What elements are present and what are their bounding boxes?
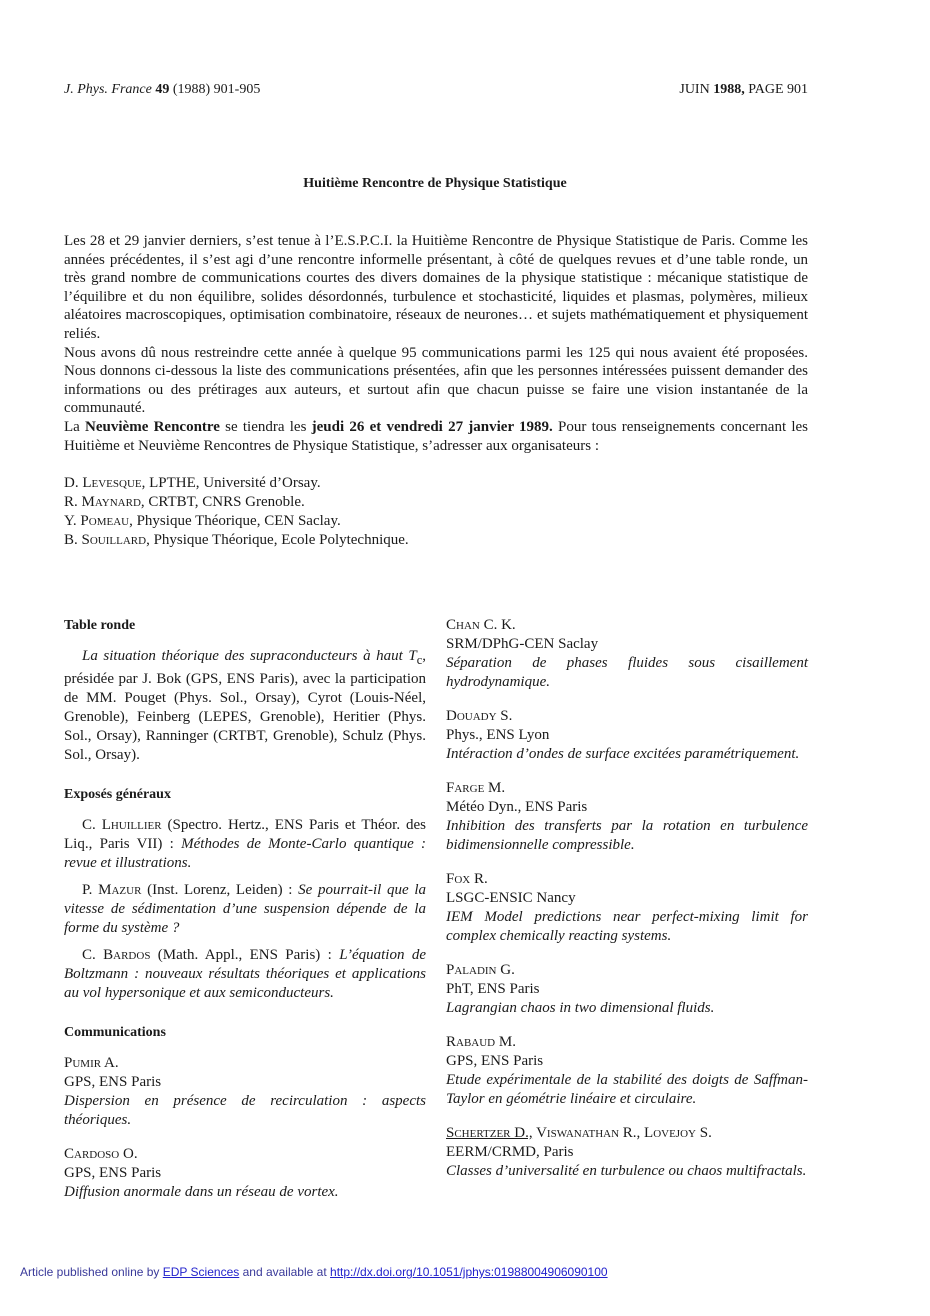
publication-footer [20,1265,608,1279]
communication-entry [446,707,808,764]
running-header [64,82,808,102]
communication-author: Cardoso O. [64,1146,138,1162]
communication-title: Classes d’universalité en turbulence ou chaos multifractals. [446,1163,807,1179]
journal-citation [64,82,260,98]
organizer-initial: B. [64,532,78,548]
header-year: 1988, [713,82,745,97]
p3-text: Pour tous renseignements concernant les Huitième et Neuvième Rencontres de Physique Statistique, s’adresser aux organisateurs : [64,418,809,454]
communication-affil: PhT, ENS Paris [446,981,540,997]
communication-title: Inhibition des transferts par la rotation en turbulence bidimensionnelle compressible. [446,818,808,853]
communication-author [446,1124,808,1143]
expose-item [64,946,426,1003]
communication-title: Lagrangian chaos in two dimensional fluids. [446,1000,715,1016]
expose-item [64,816,426,873]
communication-author: Farge M. [446,780,506,796]
expose-title: Se pourrait-il que la vitesse de sédimentation d’une suspension dépende de la forme du système ? [64,882,427,936]
section-heading-exposes: Exposés généraux [64,787,171,802]
journal-name: J. Phys. France [64,82,152,97]
intro-text [64,232,808,455]
organizer [64,474,409,493]
communication-entry [446,870,808,946]
organizer-initial: Y. [64,513,77,529]
table-ronde-topic: La situation théorique des supraconducteurs à haut T [82,648,417,664]
expose-author: Lhuillier [101,817,162,833]
communication-coauthors: Viswanathan R., Lovejoy S. [532,1125,712,1141]
communication-author: Fox R. [446,871,488,887]
organizer-initial: R. [64,494,78,510]
intro-paragraph-1: Les 28 et 29 janvier derniers, s’est tenue à l’E.S.P.C.I. la Huitième Rencontre de Physique Statistique de Paris. Comme les années précédentes, il s’est agi d’une rencontre informelle présentant, à côté de quelques revues et d’une table ronde, un très grand nombre de communications courtes des divers domaines de la physique statistique : mécanique statistique de l’équilibre et du non équilibre, solides désordonnés, turbulence et stochasticité, liquides et plasmas, polymères, milieux aléatoires macroscopiques, optimisation combinatoire, réseaux de neurones… et sujets mathématiquement et physiquement reliés. [64,233,808,342]
communication-affil: SRM/DPhG-CEN Saclay [446,636,599,652]
organizer-affil: , CRTBT, CNRS Grenoble. [140,494,305,510]
tc-subscript: c [416,653,423,667]
p3-text: La [64,418,80,435]
communication-entry [446,1033,808,1109]
communication-author-underlined: Schertzer D., [446,1125,533,1141]
section-heading-table-ronde: Table ronde [64,618,136,633]
communication-author: Chan C. K. [446,617,516,633]
communication-affil: GPS, ENS Paris [446,1053,544,1069]
communication-entry [446,779,808,855]
expose-title: Méthodes de Monte-Carlo quantique : revue et illustrations. [64,836,426,871]
communication-affil: EERM/CRMD, Paris [446,1144,574,1160]
expose-item [64,881,426,938]
intro-paragraph-2: Nous avons dû nous restreindre cette année à quelque 95 communications parmi les 125 qui nous avaient été proposées. Nous donnons ci-dessous la liste des communications présentées, afin que les personnes intéressées puissent demander des informations ou des prétirages aux auteurs, et surtout afin que chacun puisse se faire une vision instantanée de la communauté. [64,344,808,417]
organizer-initial: D. [64,475,79,491]
communication-author: Paladin G. [446,962,515,978]
organizer-name: Pomeau [80,513,130,529]
table-ronde-text [64,647,426,765]
communication-title: Intéraction d’ondes de surface excitées paramétriquement. [446,746,800,762]
expose-initial: C. [82,947,96,963]
publisher-link[interactable]: EDP Sciences [162,1265,240,1279]
communication-title: Etude expérimentale de la stabilité des doigts de Saffman-Taylor en géométrie linéaire et circulaire. [446,1072,808,1107]
p3-text: se tiendra les [225,418,307,435]
expose-affil: (Inst. Lorenz, Leiden) : [141,882,299,898]
left-column [64,616,426,1217]
communication-entry [64,1054,426,1130]
table-ronde-details: , présidée par J. Bok (GPS, ENS Paris), avec la participation de MM. Pouget (Phys. Sol., Orsay), Cyrot (Louis-Néel, Grenoble), Feinberg (LEPES, Grenoble), Heritier (Phys. Sol., Orsay), Ranninger (CRTBT, Grenoble), Schulz (Phys. Sol., Orsay). [64,648,426,763]
header-month: JUIN [679,82,710,97]
organizers-list [64,474,409,550]
expose-affil: (Math. Appl., ENS Paris) : [150,947,340,963]
organizer [64,512,409,531]
page-info [679,82,808,98]
communication-title: Séparation de phases fluides sous cisaillement hydrodynamique. [446,655,808,690]
communication-affil: Météo Dyn., ENS Paris [446,799,588,815]
communication-entry [446,1124,808,1181]
doi-link[interactable]: http://dx.doi.org/10.1051/jphys:01988004906090100 [330,1265,608,1279]
header-page-label: PAGE [748,82,784,97]
expose-author: Mazur [98,882,142,898]
communication-affil: GPS, ENS Paris [64,1074,162,1090]
communication-title: IEM Model predictions near perfect-mixing limit for complex chemically reacting systems. [446,909,808,944]
organizer-affil: , Physique Théorique, CEN Saclay. [129,513,341,529]
expose-initial: P. [82,882,93,898]
communication-title: Dispersion en présence de recirculation : aspects théoriques. [64,1093,426,1128]
communication-affil: Phys., ENS Lyon [446,727,550,743]
communication-affil: LSGC-ENSIC Nancy [446,890,576,906]
p3-bold-meeting: Neuvième Rencontre [85,418,220,435]
communication-entry [446,616,808,692]
footer-text: and available at [242,1265,327,1279]
communication-title: Diffusion anormale dans un réseau de vortex. [64,1184,339,1200]
organizer [64,531,409,550]
communication-entry [446,961,808,1018]
communication-author: Pumir A. [64,1055,119,1071]
communication-author: Douady S. [446,708,513,724]
section-heading-communications: Communications [64,1025,166,1040]
article-title: Huitième Rencontre de Physique Statistique [303,176,567,191]
expose-initial: C. [82,817,96,833]
communication-entry [64,1145,426,1202]
organizer [64,493,409,512]
p3-bold-dates: jeudi 26 et vendredi 27 janvier 1989. [311,418,553,435]
right-column [446,616,808,1196]
communication-author: Rabaud M. [446,1034,516,1050]
organizer-affil: , Physique Théorique, Ecole Polytechnique. [146,532,409,548]
expose-title: L’équation de Boltzmann : nouveaux résultats théoriques et applications au vol hypersonique et aux semiconducteurs. [64,947,426,1001]
journal-volume: 49 [155,82,170,97]
intro-paragraph-3 [64,418,808,455]
organizer-name: Souillard [81,532,147,548]
organizer-name: Levesque [82,475,142,491]
expose-affil: (Spectro. Hertz., ENS Paris et Théor. des Liq., Paris VII) : [64,817,426,852]
journal-year-pages: (1988) 901-905 [172,82,261,97]
header-page-number: 901 [787,82,808,97]
footer-text: Article published online by [20,1265,160,1279]
organizer-name: Maynard [81,494,141,510]
communication-affil: GPS, ENS Paris [64,1165,162,1181]
organizer-affil: , LPTHE, Université d’Orsay. [141,475,321,491]
expose-author: Bardos [103,947,151,963]
